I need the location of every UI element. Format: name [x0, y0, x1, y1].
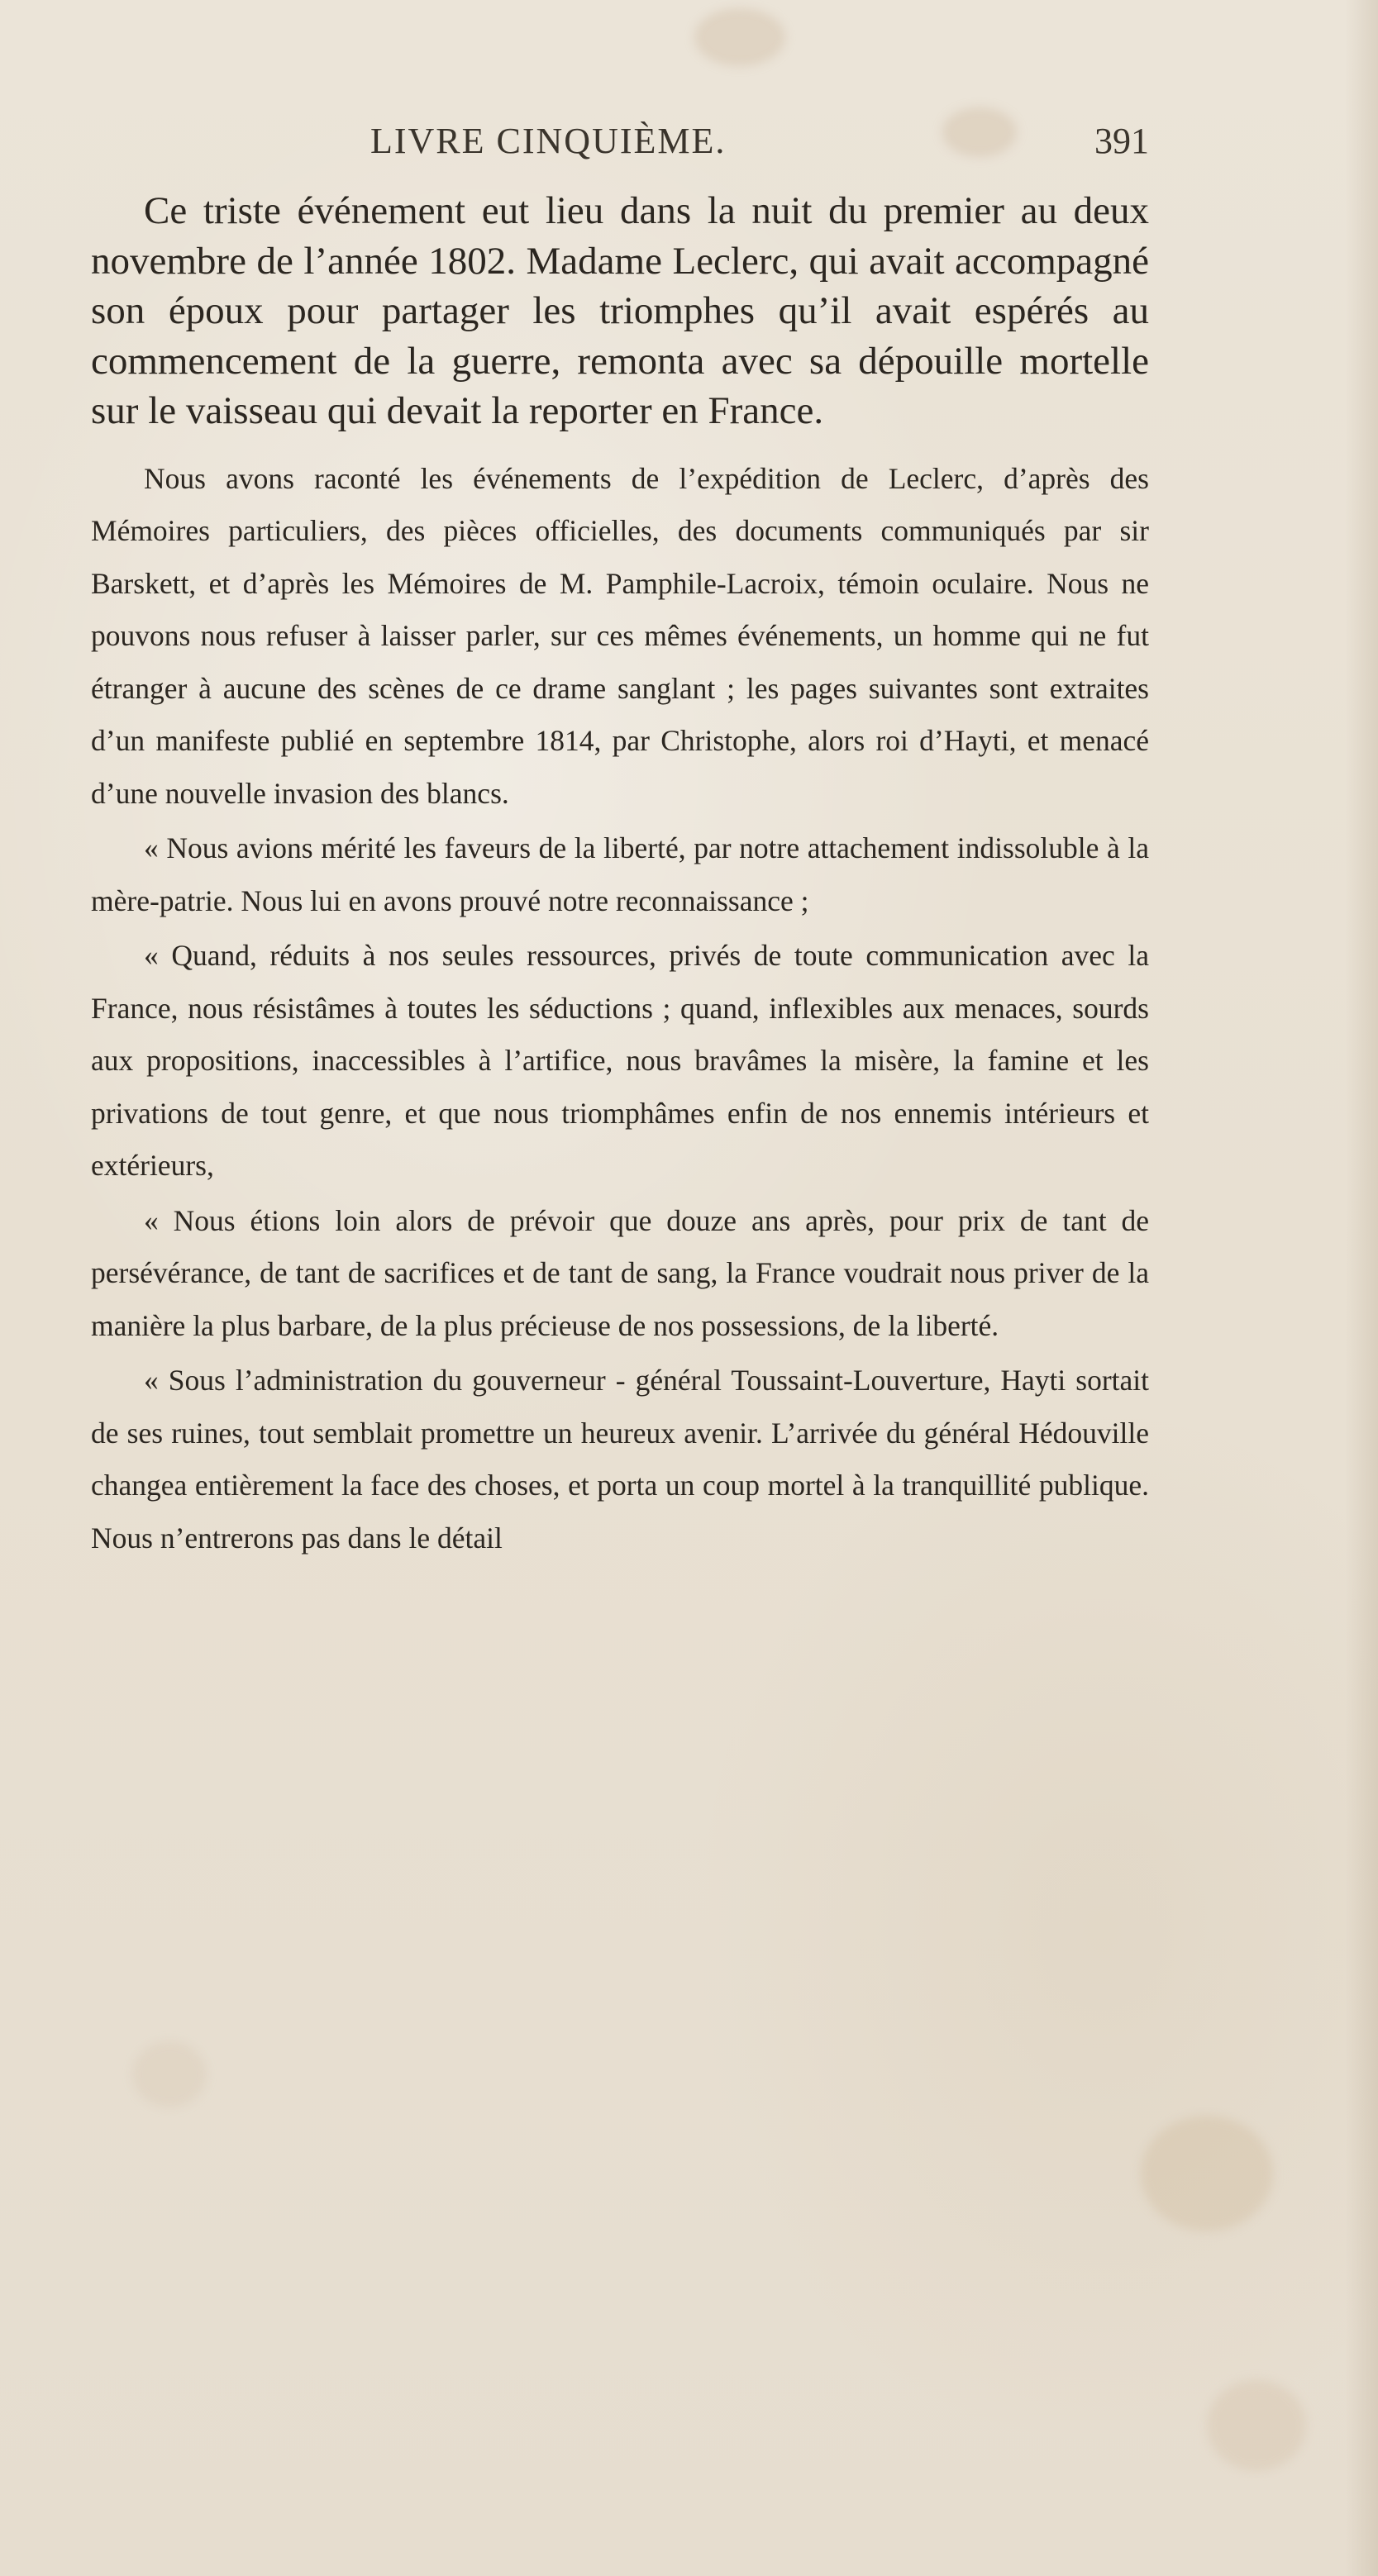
page-body [91, 186, 1149, 1564]
quote-paragraph: « Sous l’administration du gouverneur - général Toussaint-Louverture, Hayti sortait de ses ruines, tout semblait promettre un heureux avenir. L’arrivée du général Hédouville changea entièrement la face des choses, et porta un coup mortel à la tranquillité publique. Nous n’entrerons pas dans le détail [91, 1364, 1149, 1555]
small-type-section [91, 453, 1149, 1565]
quote-paragraph: « Quand, réduits à nos seules ressources, privés de toute communication avec la France, nous résistâmes à toutes les séductions ; quand, inflexibles aux menaces, sourds aux propositions, inaccessibles à l’artifice, nous bravâmes la misère, la famine et les privations de tout genre, et que nous triomphâmes enfin de nos ennemis intérieurs et extérieurs, [91, 939, 1149, 1182]
age-stain [694, 8, 785, 66]
age-stain [1207, 2380, 1306, 2471]
lead-paragraph: Ce triste événement eut lieu dans la nuit du premier au deux novembre de l’année 1802. Madame Leclerc, qui avait accompagné son époux pour partager les triomphes qu’il avait espérés au commencement de la guerre, remonta avec sa dépouille mortelle sur le vaisseau qui devait la reporter en France. [91, 189, 1149, 432]
quote-paragraph: « Nous étions loin alors de prévoir que douze ans après, pour prix de tant de persévérance, de tant de sacrifices et de tant de sang, la France voudrait nous priver de la manière la plus barbare, de la plus précieuse de nos possessions, de la liberté. [91, 1203, 1149, 1342]
age-stain [1141, 2116, 1273, 2231]
page-number: 391 [1094, 121, 1149, 161]
page-header [91, 120, 1149, 169]
quote-paragraph: « Nous avions mérité les faveurs de la liberté, par notre attachement indissoluble à la mère-patrie. Nous lui en avons prouvé notre reconnaissance ; [91, 831, 1149, 917]
running-title: LIVRE CINQUIÈME. [370, 121, 727, 161]
age-stain [132, 2041, 207, 2107]
page-edge-shadow [1345, 0, 1378, 2576]
paragraph: Nous avons raconté les événements de l’expédition de Leclerc, d’après des Mémoires particuliers, des pièces officielles, des documents communiqués par sir Barskett, et d’après les Mémoires de M. Pamphile-Lacroix, témoin oculaire. Nous ne pouvons nous refuser à laisser parler, sur ces mêmes événements, un homme qui ne fut étranger à aucune des scènes de ce drame sanglant ; les pages suivantes sont extraites d’un manifeste publié en septembre 1814, par Christophe, alors roi d’Hayti, et menacé d’une nouvelle invasion des blancs. [91, 461, 1149, 810]
lead-section [91, 186, 1149, 436]
